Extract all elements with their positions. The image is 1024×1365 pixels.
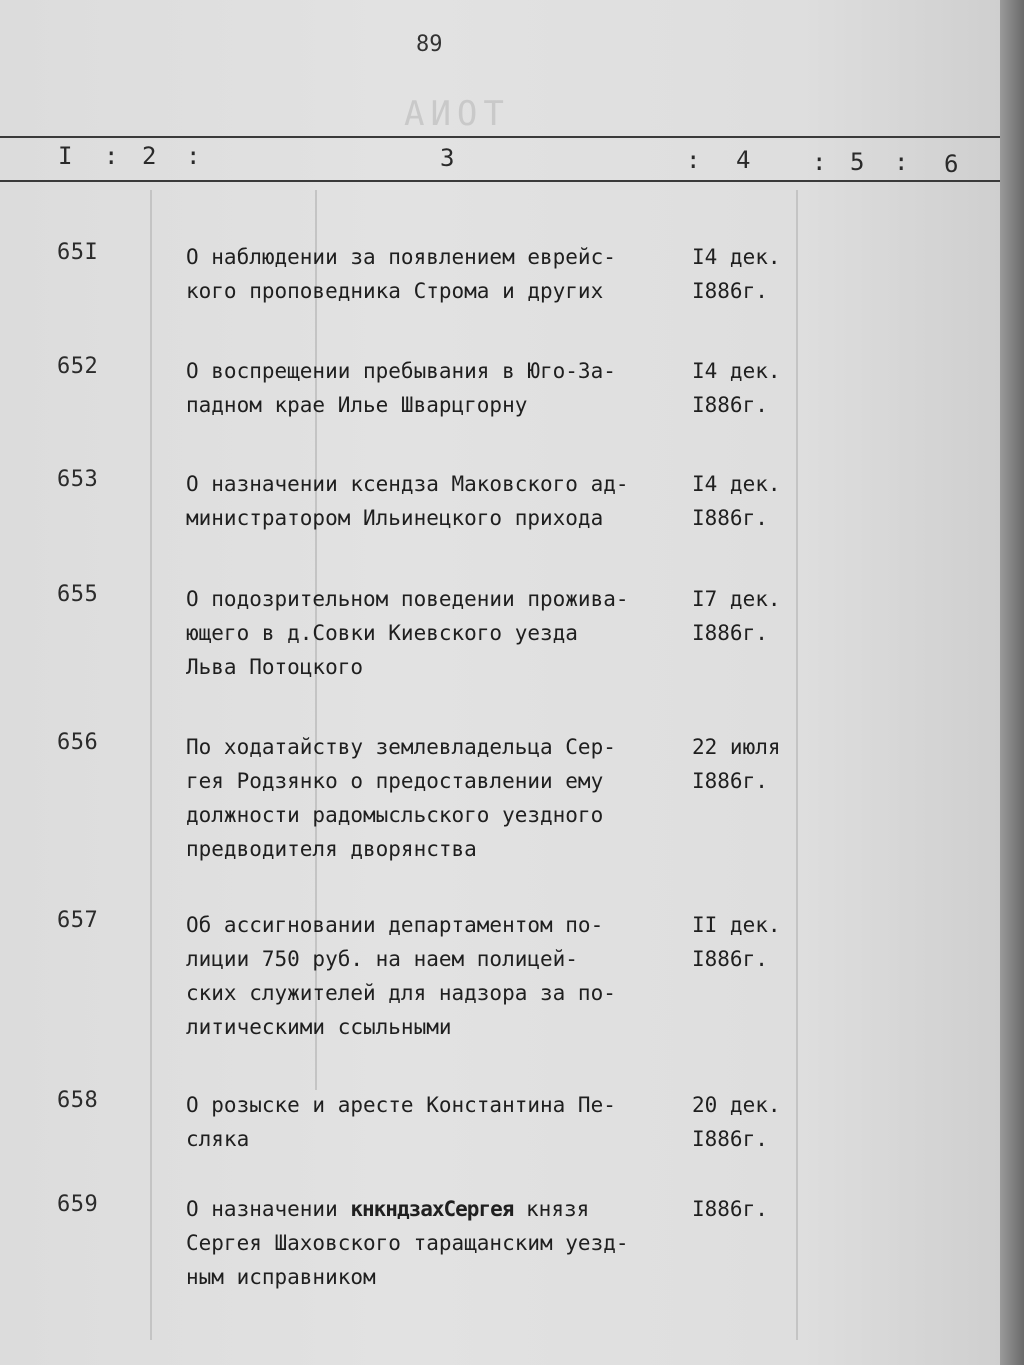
entry-title: Об ассигновании департаментом по- лиции 750 руб. на наем полицей- ских служителей для надзора за по- литическими ссыльными [186,913,616,1039]
entry-date: I4 дек. I886г. [692,359,781,417]
entry-title: О назначении ксендза Маковского ад- министратором Ильинецкого прихода [186,472,629,530]
page-edge-shadow [1000,0,1024,1365]
column-separator: : [812,148,827,176]
entry-title: О назначении кнкндзахСергея князя Сергея Шаховского таращанским уезд- ным исправником [186,1197,629,1289]
column-separator: : [894,148,909,176]
column-label-5: 5 [850,148,865,176]
column-separator: : [186,142,201,170]
column-label-2: 2 [142,142,157,170]
page-number: 89 [416,32,443,57]
title-prefix: О назначении [186,1197,351,1221]
column-label-3: 3 [440,144,455,172]
entry-date: II дек. I886г. [692,913,781,971]
entry-title: О розыске и аресте Константина Пе- сляка [186,1093,616,1151]
entry-number: 656 [57,730,99,755]
column-separator: : [104,142,119,170]
entry-number: 653 [57,467,99,492]
column-label-1: I [58,142,73,170]
column-header-row [0,140,1000,180]
column-label-6: 6 [944,150,959,178]
entry-number: 655 [57,582,99,607]
entry-date: I886г. [692,1197,768,1221]
entry-number: 652 [57,354,99,379]
header-bottom-rule [0,180,1008,182]
entry-date: 22 июля I886г. [692,735,781,793]
entry-number: 658 [57,1088,99,1113]
bleed-through-column-line [150,190,152,1340]
entry-title: О подозрительном поведении прожива- ющего в д.Совки Киевского уезда Льва Потоцкого [186,587,629,679]
entry-date: I7 дек. I886г. [692,587,781,645]
overtyped-text: кнкндзахСергея [350,1197,514,1221]
entry-title: По ходатайству землевладельца Сер- гея Родзянко о предоставлении ему должности радомысльского уездного предводителя дворянства [186,735,616,861]
column-separator: : [686,146,701,174]
entry-date: I4 дек. I886г. [692,245,781,303]
column-label-4: 4 [736,146,751,174]
entry-title: О воспрещении пребывания в Юго-За- падном крае Илье Шварцгорну [186,359,616,417]
title-suffix: князя [513,1197,590,1221]
entry-title: О наблюдении за появлением еврейс- кого проповедника Строма и других [186,245,616,303]
bleed-through-column-line [796,190,798,1340]
entry-number: 65I [57,240,99,265]
bleed-through-text: ТОNA [398,94,504,134]
header-top-rule [0,136,1004,138]
entry-number: 659 [57,1192,99,1217]
entry-number: 657 [57,908,99,933]
entry-date: I4 дек. I886г. [692,472,781,530]
entry-date: 20 дек. I886г. [692,1093,781,1151]
